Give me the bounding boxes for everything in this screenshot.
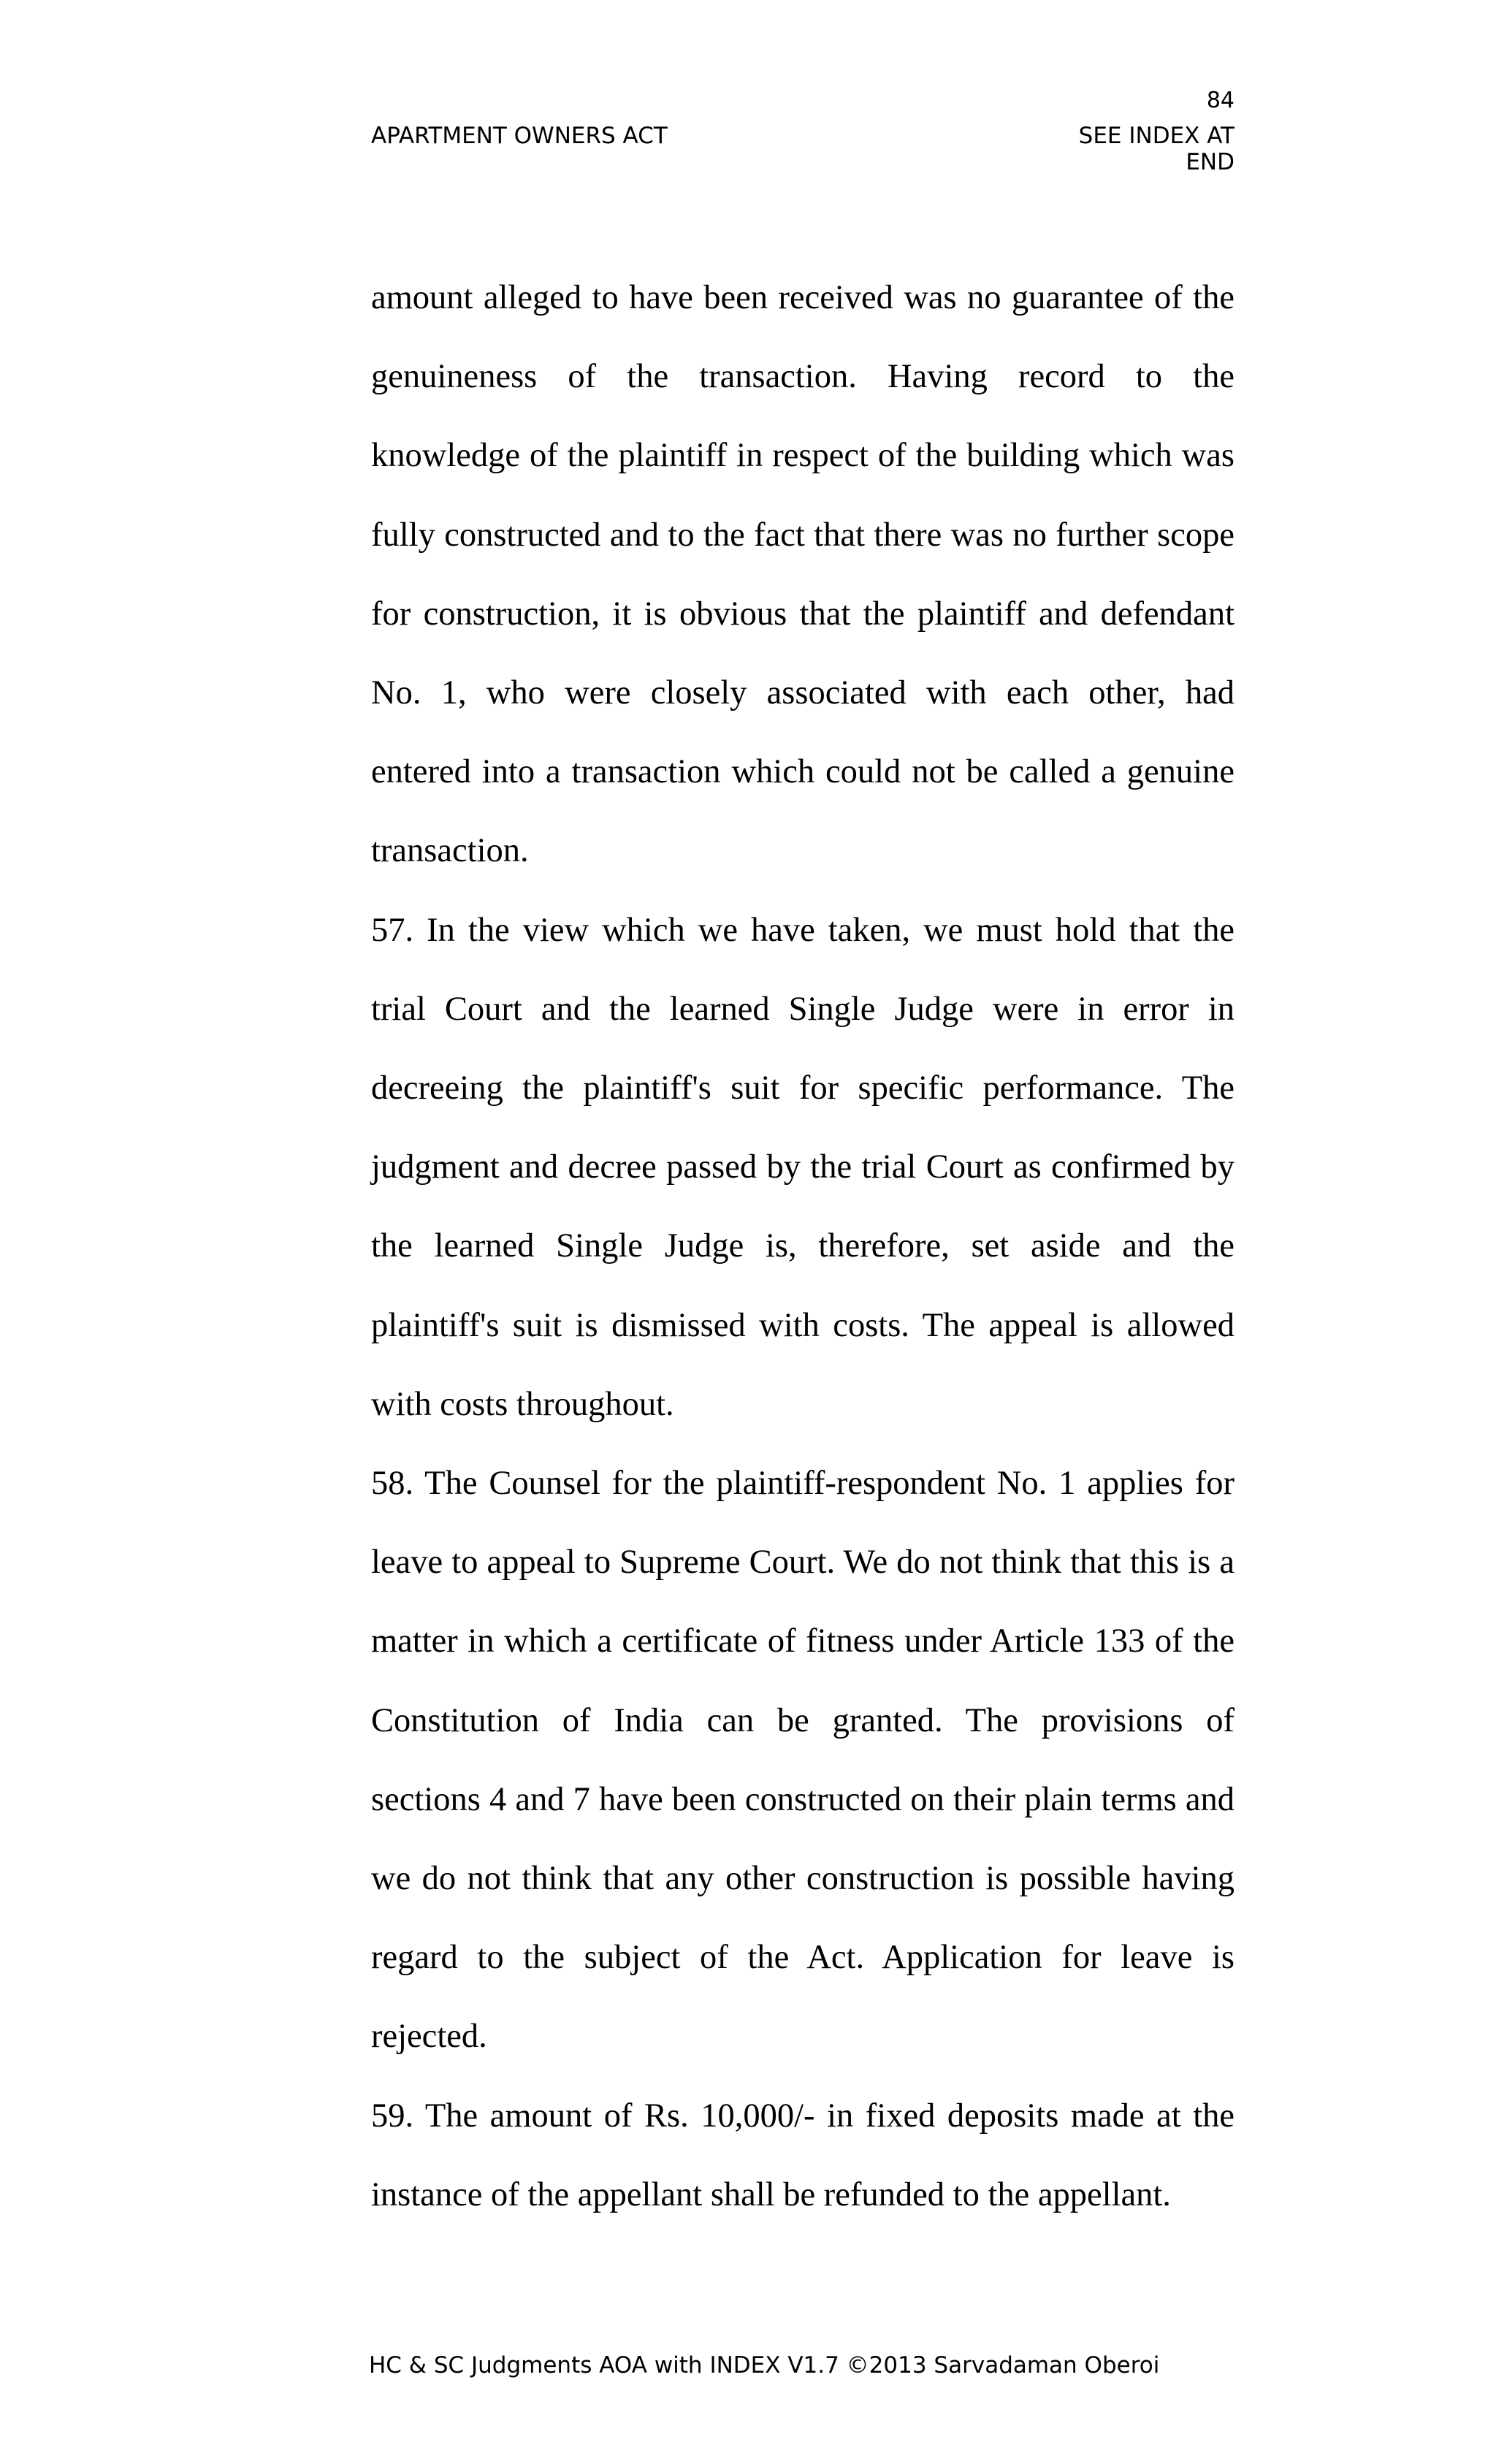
paragraph-58: 58. The Counsel for the plaintiff-respondent No. 1 applies for leave to appeal to Supreme Court. We do not think that this is a matter in which a certificate of fitness under Article 133 of the Constitution of India can be granted. The provisions of sections 4 and 7 have been constructed on their plain terms and we do not think that any other construction is possible having regard to the subject of the Act. Application for leave is rejected. xyxy=(371,1465,1234,2056)
paragraph-57: 57. In the view which we have taken, we must hold that the trial Court and the learned Single Judge were in error in decreeing the plaintiff's suit for specific performance. The judgment and decree passed by the trial Court as confirmed by the learned Single Judge is, therefore, set aside and the plaintiff's suit is dismissed with costs. The appeal is allowed with costs throughout. xyxy=(371,911,1234,1423)
paragraph-59: 59. The amount of Rs. 10,000/- in fixed deposits made at the instance of the appellant shall be refunded to the appellant. xyxy=(371,2097,1234,2213)
judgment-body xyxy=(371,259,1234,2235)
paragraph-continuation: amount alleged to have been received was no guarantee of the genuineness of the transaction. Having record to the knowledge of the plaintiff in respect of the building which was fully constructed and to the fact that there was no further scope for construction, it is obvious that the plaintiff and defendant No. 1, who were closely associated with each other, had entered into a transaction which could not be called a genuine transaction. xyxy=(371,279,1234,870)
page-number: 84 xyxy=(1206,88,1234,113)
page-footer: HC & SC Judgments AOA with INDEX V1.7 ©2013 Sarvadaman Oberoi xyxy=(369,2352,1160,2379)
running-header-title: APARTMENT OWNERS ACT xyxy=(371,123,668,149)
running-header-index-note: SEE INDEX AT END xyxy=(1078,123,1234,175)
